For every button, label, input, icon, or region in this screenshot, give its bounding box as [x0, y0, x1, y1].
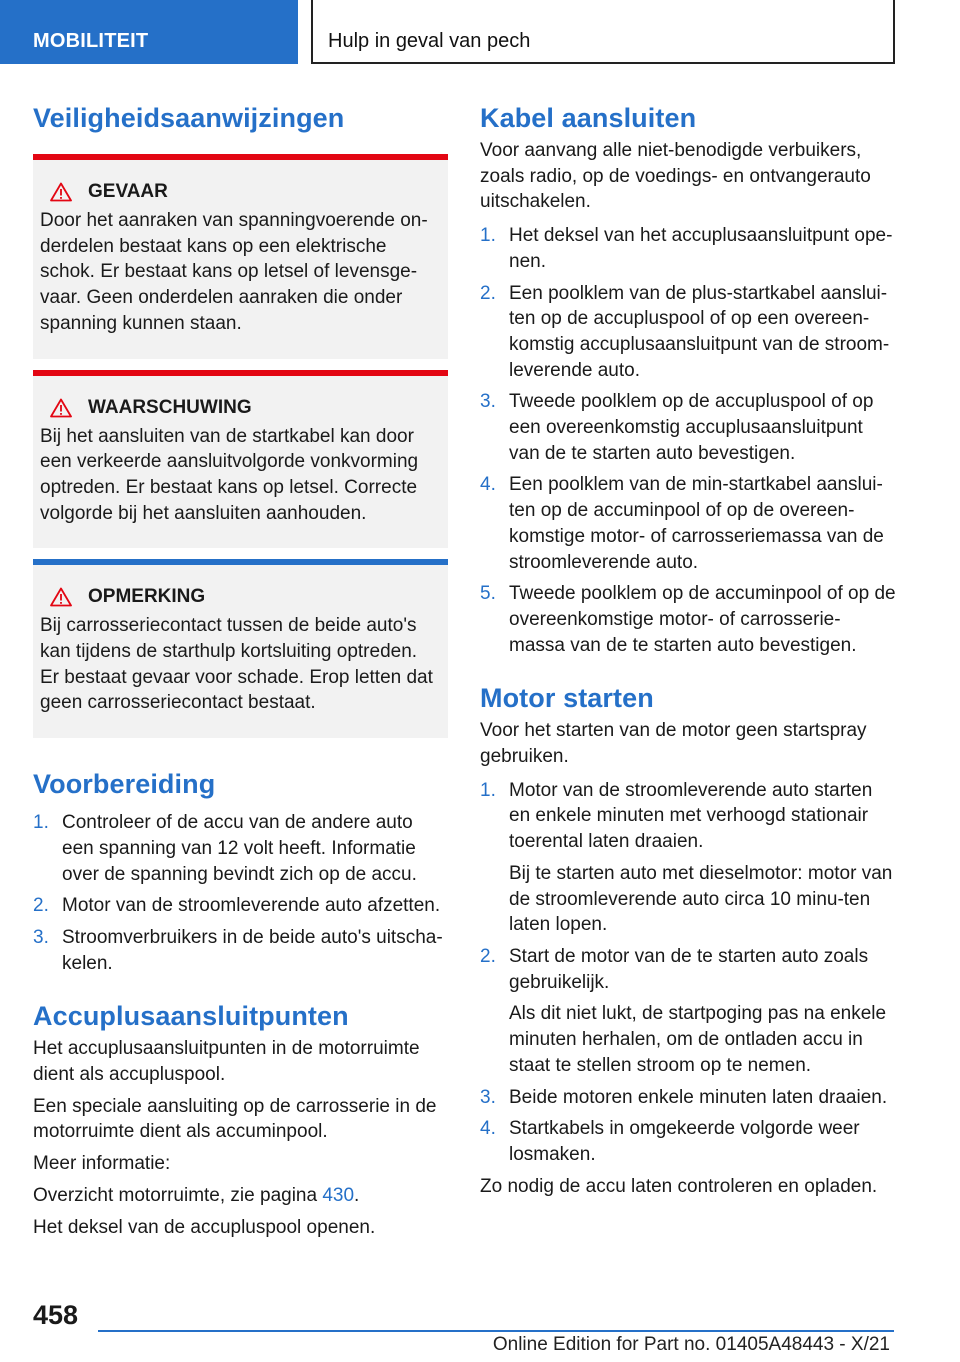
warning-callout	[33, 370, 448, 549]
start-engine-outro: Zo nodig de accu laten controleren en opladen.	[480, 1175, 878, 1197]
danger-callout	[33, 154, 448, 359]
step-text: Het deksel van het accuplusaansluitpunt ope-nen.	[509, 225, 893, 272]
warning-triangle-icon	[50, 182, 72, 202]
list-item	[480, 1085, 896, 1111]
step-subtext: Als dit niet lukt, de startpoging pas na enkele minuten herhalen, om de ontladen accu in staat te stellen stroom op te nemen.	[509, 1003, 887, 1076]
step-number: 2.	[480, 282, 496, 304]
step-number: 4.	[480, 1118, 496, 1140]
list-item	[33, 925, 448, 976]
safety-heading: Veiligheidsaanwijzingen	[33, 103, 345, 133]
step-text: Start de motor van de te starten auto zoals gebruikelijk.	[509, 945, 869, 993]
preparation-steps	[33, 810, 448, 976]
step-text: Tweede poolklem op de accuminpool of op de overeenkomstige motor- of carrosserie-massa van de te starten auto bevestigen.	[509, 583, 896, 656]
list-item	[480, 281, 896, 384]
right-column	[480, 100, 896, 1199]
notice-title-text: OPMERKING	[88, 586, 206, 608]
list-item	[33, 893, 448, 919]
warning-triangle-icon	[50, 587, 72, 607]
warning-text: Bij het aansluiten van de startkabel kan door een verkeerde aansluitvolgorde vonkvorming optreden. Er bestaat kans op letsel. Correcte volgorde bij het aansluiten aanhouden.	[40, 425, 419, 524]
reference-prefix: Overzicht motorruimte, zie pagina	[33, 1184, 323, 1206]
list-item	[480, 223, 896, 274]
step-number: 2.	[33, 895, 49, 917]
left-column	[33, 100, 448, 1240]
footer-divider	[98, 1330, 894, 1332]
start-engine-heading: Motor starten	[480, 683, 654, 714]
connection-points-para-2: Een speciale aansluiting op de carrosserie in de motorruimte dient als accuminpool.	[33, 1095, 437, 1143]
step-text: Motor van de stroomleverende auto starten en enkele minuten met verhoogd stationair toerental laten draaien.	[509, 779, 873, 853]
warning-title-text: WAARSCHUWING	[88, 396, 252, 418]
list-item	[480, 1116, 896, 1167]
page-number: 458	[33, 1300, 79, 1330]
connection-points-para-1: Het accuplusaansluitpunten in de motorruimte dient als accupluspool.	[33, 1038, 420, 1086]
notice-text: Bij carrosseriecontact tussen de beide auto's kan tijdens de starthulp kortsluiting optreden. Er bestaat gevaar voor schade. Erop letten dat geen carrosseriecontact bestaat.	[40, 615, 433, 714]
list-item	[480, 389, 896, 466]
list-item	[480, 581, 896, 658]
step-text: Startkabels in omgekeerde volgorde weer losmaken.	[509, 1118, 860, 1165]
list-item	[480, 778, 896, 938]
notice-title	[50, 585, 440, 609]
danger-title-text: GEVAAR	[88, 181, 168, 202]
connection-points-para-3: Meer informatie:	[33, 1153, 171, 1175]
start-engine-steps	[480, 778, 896, 1168]
danger-title	[50, 180, 440, 204]
warning-title	[50, 396, 440, 420]
start-engine-intro: Voor het starten van de motor geen startspray gebruiken.	[480, 720, 867, 768]
step-number: 1.	[480, 225, 496, 247]
list-item	[480, 944, 896, 1079]
list-item	[480, 472, 896, 575]
step-number: 1.	[480, 779, 496, 801]
step-text: Beide motoren enkele minuten laten draaien.	[509, 1086, 888, 1108]
step-number: 3.	[480, 1086, 496, 1108]
reference-suffix: .	[354, 1184, 360, 1206]
step-number: 4.	[480, 474, 496, 496]
step-text: Een poolklem van de min-startkabel aanslui-ten op de accuminpool of op de overeen-komstige motor- of carrosseriemassa van de stroomleverende auto.	[509, 474, 884, 573]
list-item	[33, 810, 448, 887]
step-text: Motor van de stroomleverende auto afzetten.	[62, 895, 441, 917]
step-text: Controleer of de accu van de andere auto een spanning van 12 volt heeft. Informatie over de spanning bevindt zich op de accu.	[62, 812, 417, 885]
step-text: Tweede poolklem op de accupluspool of op een overeenkomstig accuplusaansluitpunt van de te starten auto bevestigen.	[509, 391, 874, 464]
warning-triangle-icon	[50, 398, 72, 418]
connection-points-heading: Accuplusaansluitpunten	[33, 1001, 349, 1032]
step-text: Stroomverbruikers in de beide auto's uitscha-kelen.	[62, 926, 443, 974]
header-section-tab	[0, 0, 298, 64]
step-number: 2.	[480, 945, 496, 967]
step-number: 1.	[33, 812, 49, 834]
connection-points-para-5: Het deksel van de accupluspool openen.	[33, 1216, 376, 1238]
connection-points-para-4	[33, 1183, 448, 1209]
connect-cable-intro: Voor aanvang alle niet-benodigde verbuikers, zoals radio, op de voedings- en ontvangerauto uitschakelen.	[480, 140, 871, 213]
header-chapter-label: Hulp in geval van pech	[328, 30, 531, 52]
danger-text: Door het aanraken van spanningvoerende on-derdelen bestaat kans op een elektrische schok. Er bestaat kans op letsel of levensge-vaar. Geen onderdelen aanraken die onder spanning kunnen staan.	[40, 210, 428, 334]
header-chapter-box	[311, 0, 895, 64]
step-text: Een poolklem van de plus-startkabel aanslui-ten op de accupluspool of op een overeen-komstig accuplusaansluitpunt van de stroom-leverende auto.	[509, 282, 890, 381]
connect-cable-steps	[480, 223, 896, 658]
step-number: 5.	[480, 583, 496, 605]
header-section-label: MOBILITEIT	[33, 30, 149, 52]
connect-cable-heading: Kabel aansluiten	[480, 103, 697, 133]
step-subtext: Bij te starten auto met dieselmotor: motor van de stroomleverende auto circa 10 minu-ten laten lopen.	[509, 862, 893, 936]
step-number: 3.	[33, 926, 49, 948]
notice-callout	[33, 559, 448, 738]
footer-edition: Online Edition for Part no. 01405A48443 - X/21	[492, 1334, 890, 1355]
page-reference-link[interactable]: 430	[322, 1184, 355, 1206]
preparation-heading: Voorbereiding	[33, 769, 216, 800]
step-number: 3.	[480, 391, 496, 413]
